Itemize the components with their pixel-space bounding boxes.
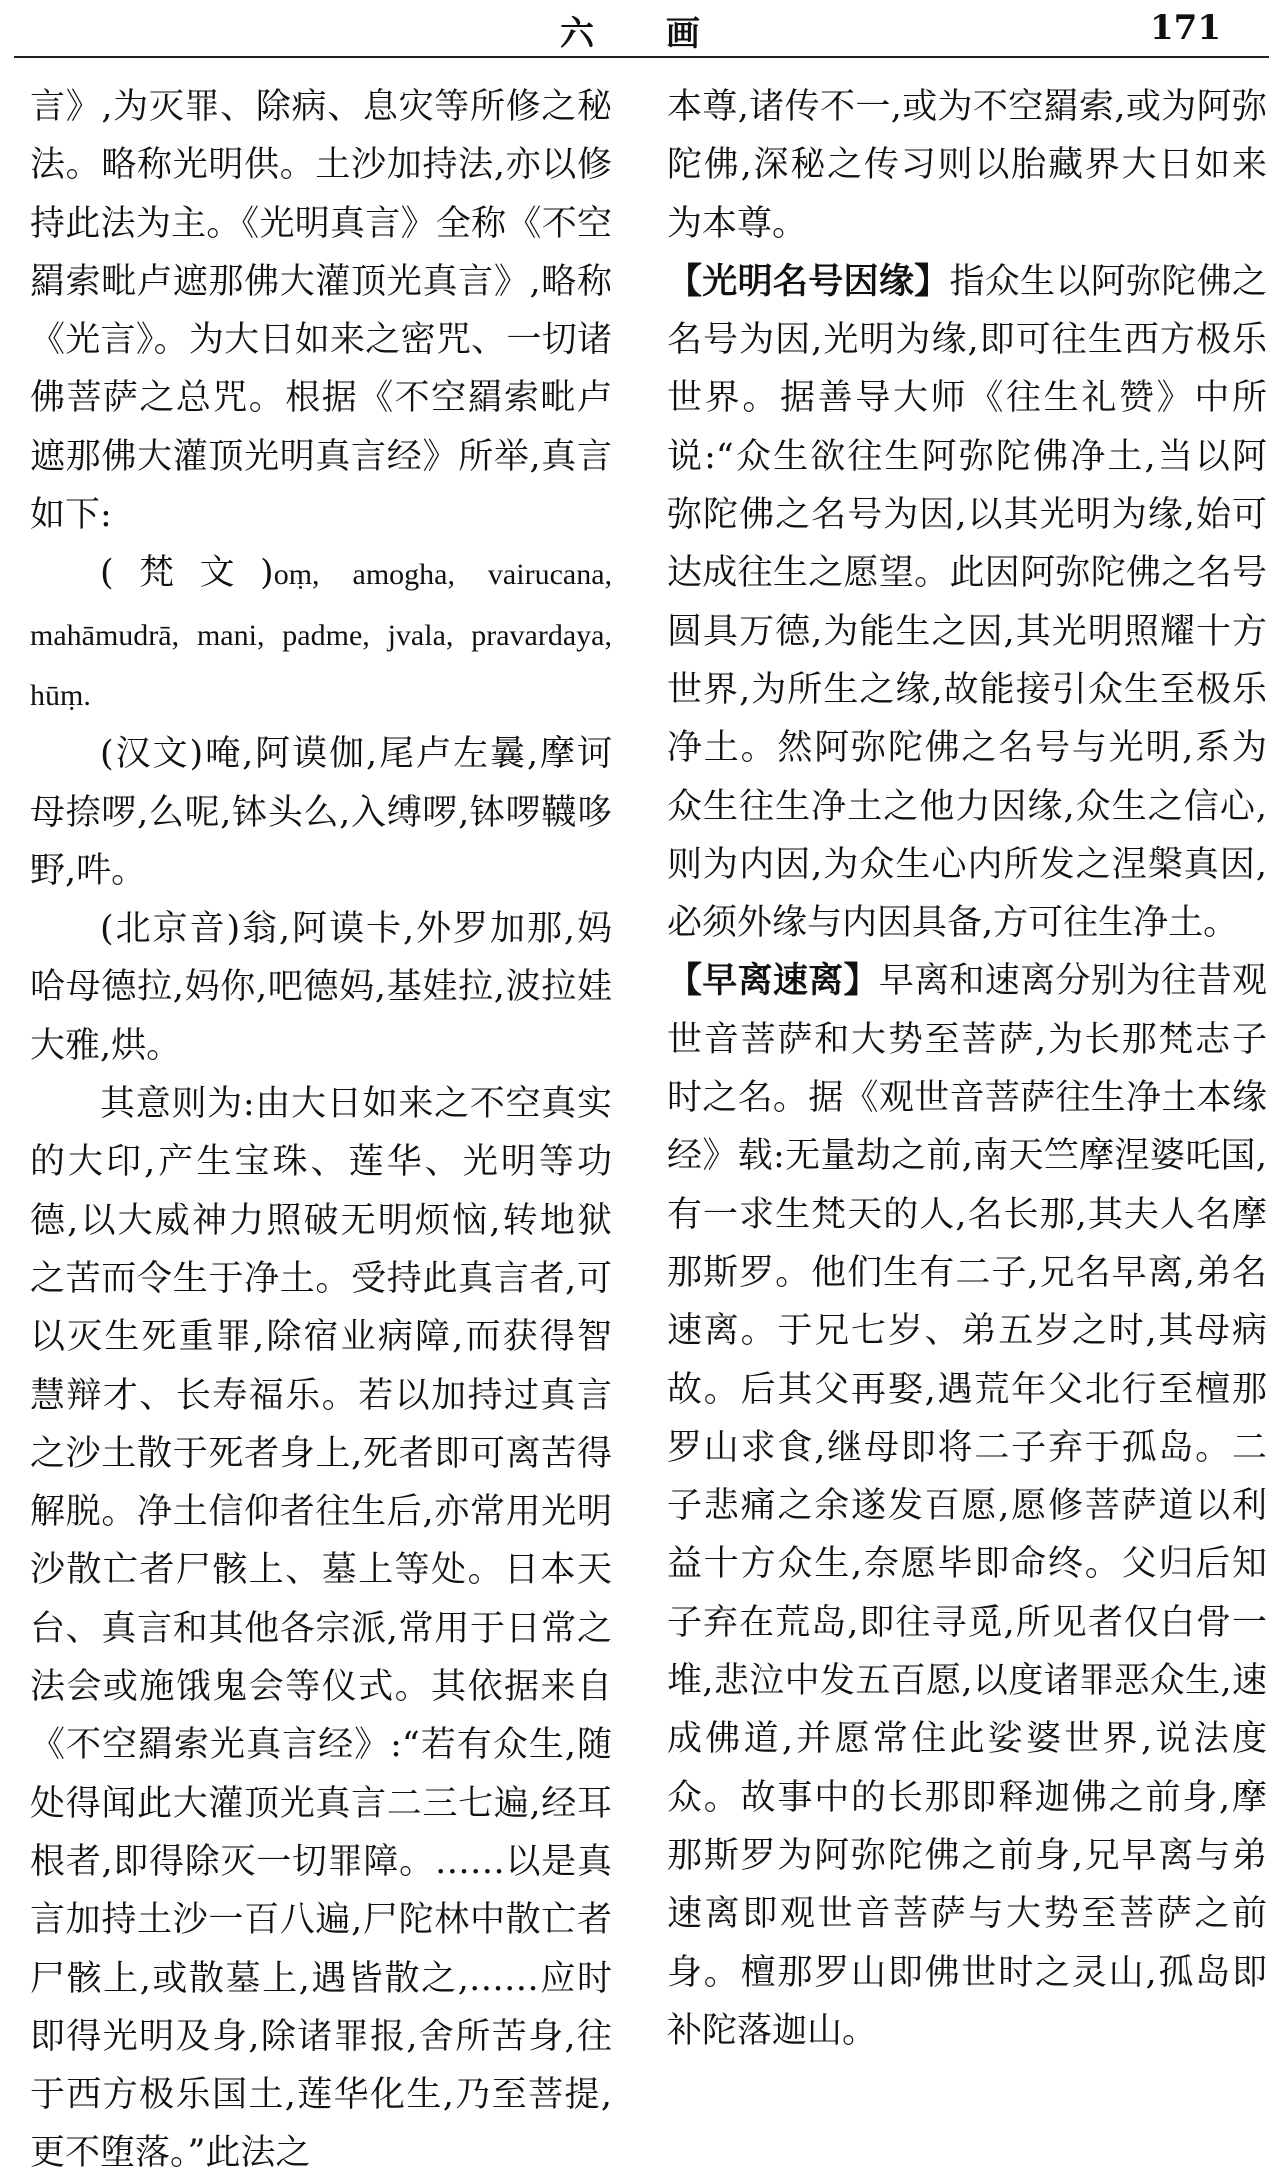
chinese-mantra: (汉文)唵,阿谟伽,尾卢左曩,摩诃母捺啰,么呢,钵头么,入缚啰,钵啰韈哆野,吽。 bbox=[30, 734, 612, 891]
page-header bbox=[0, 0, 1279, 62]
paragraph-continuation: 言》,为灭罪、除病、息灾等所修之秘法。略称光明供。土沙加持法,亦以修持此法为主。《光明真言》全称《不空羂索毗卢遮那佛大灌顶光真言》,略称《光言》。为大日如来之密咒、一切诸佛菩萨之总咒。根据《不空羂索毗卢遮那佛大灌顶光明真言经》所举,真言如下: bbox=[30, 87, 612, 536]
right-column bbox=[667, 78, 1267, 2060]
sanskrit-mantra bbox=[30, 544, 612, 725]
page-number: 171 bbox=[1150, 8, 1221, 48]
entry-definition: 指众生以阿弥陀佛之名号为因,光明为缘,即可往生西方极乐世界。据善导大师《往生礼赞》中所说:“众生欲往生阿弥陀佛净土,当以阿弥陀佛之名号为因,以其光明为缘,始可达成往生之愿望。此因阿弥陀佛之名号圆具万德,为能生之因,其光明照耀十方世界,为所生之缘,故能接引众生至极乐净土。然阿弥陀佛之名号与光明,系为众生往生净土之他力因缘,众生之信心,则为内因,为众生心内所发之涅槃真因,必须外缘与内因具备,方可往生净土。 bbox=[667, 261, 1267, 944]
entry-definition: 早离和速离分别为往昔观世音菩萨和大势至菩萨,为长那梵志子时之名。据《观世音菩萨往生净土本缘经》载:无量劫之前,南天竺摩涅婆吒国,有一求生梵天的人,名长那,其夫人名摩那斯罗。他们生有二子,兄名早离,弟名速离。于兄七岁、弟五岁之时,其母病故。后其父再娶,遇荒年父北行至檀那罗山求食,继母即将二子弃于孤岛。二子悲痛之余遂发百愿,愿修菩萨道以利益十方众生,奈愿毕即命终。父归后知子弃在荒岛,即往寻觅,所见者仅白骨一堆,悲泣中发五百愿,以度诸罪恶众生,速成佛道,并愿常住此娑婆世界,说法度众。故事中的长那即释迦佛之前身,摩那斯罗为阿弥陀佛之前身,兄早离与弟速离即观世音菩萨与大势至菩萨之前身。檀那罗山即佛世时之灵山,孤岛即补陀落迦山。 bbox=[667, 961, 1267, 2051]
sanskrit-label: (梵文) bbox=[100, 553, 274, 594]
dictionary-entry bbox=[667, 952, 1267, 2060]
header-divider bbox=[14, 56, 1269, 58]
entry-headword: 【光明名号因缘】 bbox=[667, 261, 950, 302]
section-title: 六 画 bbox=[560, 14, 730, 54]
dictionary-entry bbox=[667, 253, 1267, 953]
mantra-meaning: 其意则为:由大日如来之不空真实的大印,产生宝珠、莲华、光明等功德,以大威神力照破无明烦恼,转地狱之苦而令生于净土。受持此真言者,可以灭生死重罪,除宿业病障,而获得智慧辩才、长寿福乐。若以加持过真言之沙土散于死者身上,死者即可离苦得解脱。净土信仰者往生后,亦常用光明沙散亡者尸骸上、墓上等处。日本天台、真言和其他各宗派,常用于日常之法会或施饿鬼会等仪式。其依据来自《不空羂索光真言经》:“若有众生,随处得闻此大灌顶光真言二三七遍,经耳根者,即得除灭一切罪障。……以是真言加持土沙一百八遍,尸陀林中散亡者尸骸上,或散墓上,遇皆散之,……应时即得光明及身,除诸罪报,舍所苦身,往于西方极乐国土,莲华化生,乃至菩提,更不堕落。”此法之 bbox=[30, 1084, 612, 2174]
beijing-pronunciation: (北京音)翁,阿谟卡,外罗加那,妈哈母德拉,妈你,吧德妈,基娃拉,波拉娃大雅,烘。 bbox=[30, 909, 612, 1066]
sanskrit-text: oṃ, amogha, vairucana, mahāmudrā, mani, padme, jvala, pravardaya, hūṃ. bbox=[30, 558, 613, 712]
paragraph-continuation: 本尊,诸传不一,或为不空羂索,或为阿弥陀佛,深秘之传习则以胎藏界大日如来为本尊。 bbox=[667, 87, 1267, 244]
entry-headword: 【早离速离】 bbox=[667, 961, 879, 1002]
left-column bbox=[30, 78, 612, 2183]
